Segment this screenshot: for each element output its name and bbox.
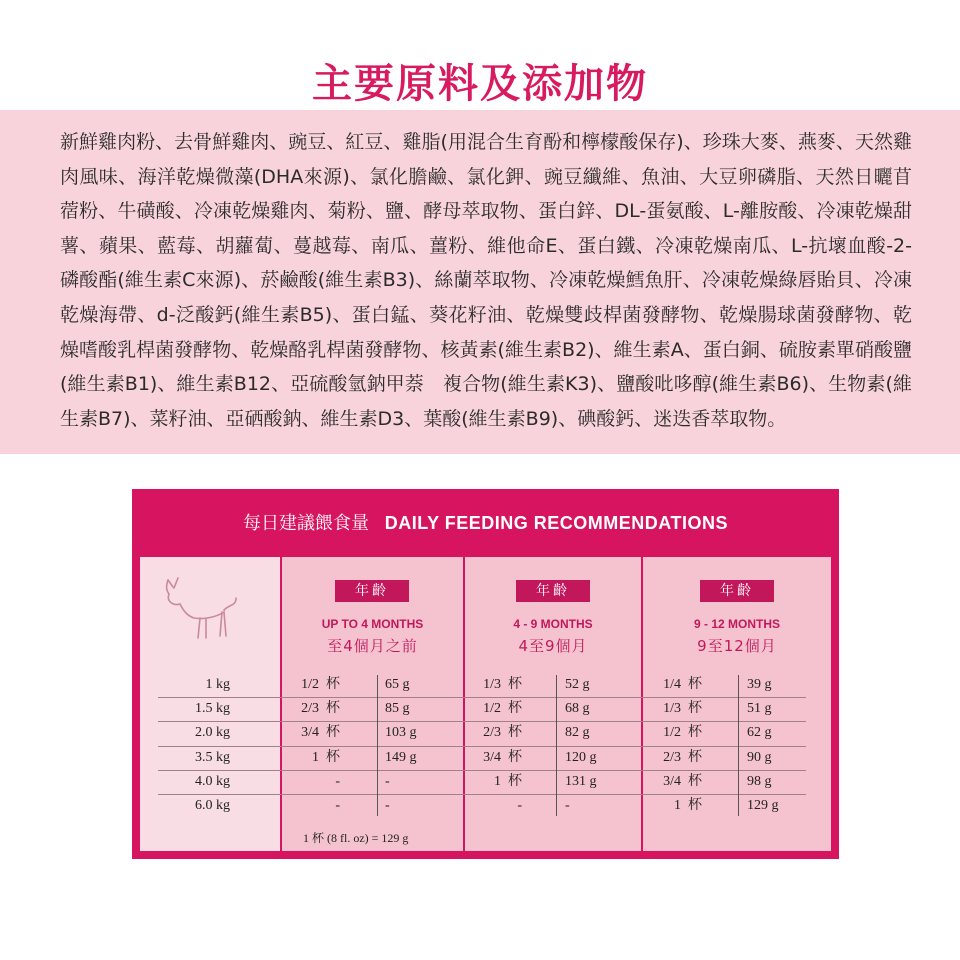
cup-cell: 1/2 杯	[483, 701, 522, 717]
gram-cell: 120 g	[565, 749, 597, 765]
column-divider	[556, 675, 557, 816]
cup-footnote: 1 杯 (8 fl. oz) = 129 g	[303, 831, 409, 845]
cup-cell: 1/3 杯	[663, 701, 702, 717]
gram-cell: 52 g	[565, 677, 590, 692]
gram-cell: 68 g	[565, 701, 590, 717]
cup-cell: 3/4 杯	[301, 725, 340, 741]
gram-cell: 103 g	[385, 725, 417, 741]
cup-cell: 2/3 杯	[663, 749, 702, 765]
column-divider	[738, 675, 739, 816]
feeding-title-zh: 每日建議餵食量	[243, 513, 370, 534]
gram-cell: -	[385, 798, 390, 813]
gram-cell: 85 g	[385, 701, 410, 717]
gram-cell: -	[385, 773, 390, 789]
gram-cell: 149 g	[385, 749, 417, 765]
cup-cell: 3/4 杯	[663, 773, 702, 789]
gram-cell: -	[565, 798, 570, 813]
weight-cell: 3.5 kg	[195, 749, 230, 765]
gram-cell: 90 g	[747, 749, 772, 765]
weight-cell: 1 kg	[205, 677, 230, 692]
weight-cell: 4.0 kg	[195, 773, 230, 789]
cup-cell: -	[335, 773, 340, 789]
cup-cell: 1/2 杯	[301, 677, 340, 692]
feeding-header	[132, 489, 839, 557]
age-badge: 年齡	[700, 580, 774, 602]
cup-cell: 1 杯	[494, 773, 522, 789]
cup-cell: 1 杯	[312, 749, 340, 765]
months-zh: 至4個月之前	[327, 637, 418, 655]
column-divider	[377, 675, 378, 816]
ingredients-section	[0, 110, 960, 454]
gram-cell: 39 g	[747, 677, 772, 692]
cup-cell: 2/3 杯	[301, 701, 340, 717]
cup-cell: 1 杯	[674, 798, 702, 813]
ingredients-text: 新鮮雞肉粉、去骨鮮雞肉、豌豆、紅豆、雞脂(用混合生育酚和檸檬酸保存)、珍珠大麥、燕麥、天然雞肉風味、海洋乾燥微藻(DHA來源)、氯化膽鹼、氯化鉀、豌豆纖維、魚油、大豆卵磷脂、天然日曬苜蓿粉、牛磺酸、冷凍乾燥雞肉、菊粉、鹽、酵母萃取物、蛋白鋅、DL-蛋氨酸、L-離胺酸、冷凍乾燥甜薯、蘋果、藍莓、胡蘿蔔、蔓越莓、南瓜、薑粉、維他命E、蛋白鐵、冷凍乾燥南瓜、L-抗壞血酸-2-磷酸酯(維生素C來源)、菸鹼酸(維生素B3)、絲蘭萃取物、冷凍乾燥鱈魚肝、冷凍乾燥綠唇貽貝、冷凍乾燥海帶、d-泛酸鈣(維生素B5)、蛋白錳、葵花籽油、乾燥雙歧桿菌發酵物、乾燥腸球菌發酵物、乾燥嗜酸乳桿菌發酵物、乾燥酪乳桿菌發酵物、核黃素(維生素B2)、維生素A、蛋白銅、硫胺素單硝酸鹽(維生素B1)、維生素B12、亞硫酸氫鈉甲萘 複合物(維生素K3)、鹽酸吡哆醇(維生素B6)、生物素(維生素B7)、菜籽油、亞硒酸鈉、維生素D3、葉酸(維生素B9)、碘酸鈣、迷迭香萃取物。	[60, 131, 912, 430]
weight-cell: 1.5 kg	[195, 701, 230, 717]
feeding-card	[132, 489, 839, 859]
gram-cell: 65 g	[385, 677, 410, 692]
months-en: 4 - 9 MONTHS	[513, 617, 593, 631]
gram-cell: 129 g	[747, 798, 779, 813]
feeding-title-en: DAILY FEEDING RECOMMENDATIONS	[384, 513, 728, 533]
cup-cell: 1/3 杯	[483, 677, 522, 692]
cup-cell: 3/4 杯	[483, 749, 522, 765]
cup-cell: -	[335, 798, 340, 813]
gram-cell: 62 g	[747, 725, 772, 741]
months-en: UP TO 4 MONTHS	[321, 617, 424, 631]
months-zh: 4至9個月	[518, 637, 588, 655]
gram-cell: 82 g	[565, 725, 590, 741]
weight-cell: 6.0 kg	[195, 798, 230, 813]
cat-icon	[160, 572, 240, 652]
cup-cell: -	[517, 798, 522, 813]
months-en: 9 - 12 MONTHS	[693, 617, 780, 631]
cup-cell: 1/2 杯	[663, 725, 702, 741]
page-title: 主要原料及添加物	[312, 61, 648, 107]
cup-cell: 2/3 杯	[483, 725, 522, 741]
cup-cell: 1/4 杯	[663, 677, 702, 692]
age-badge: 年齡	[335, 580, 409, 602]
gram-cell: 51 g	[747, 701, 772, 717]
weight-cell: 2.0 kg	[195, 725, 230, 741]
age-badge: 年齡	[516, 580, 590, 602]
gram-cell: 131 g	[565, 773, 597, 789]
months-zh: 9至12個月	[697, 637, 777, 655]
gram-cell: 98 g	[747, 773, 772, 789]
